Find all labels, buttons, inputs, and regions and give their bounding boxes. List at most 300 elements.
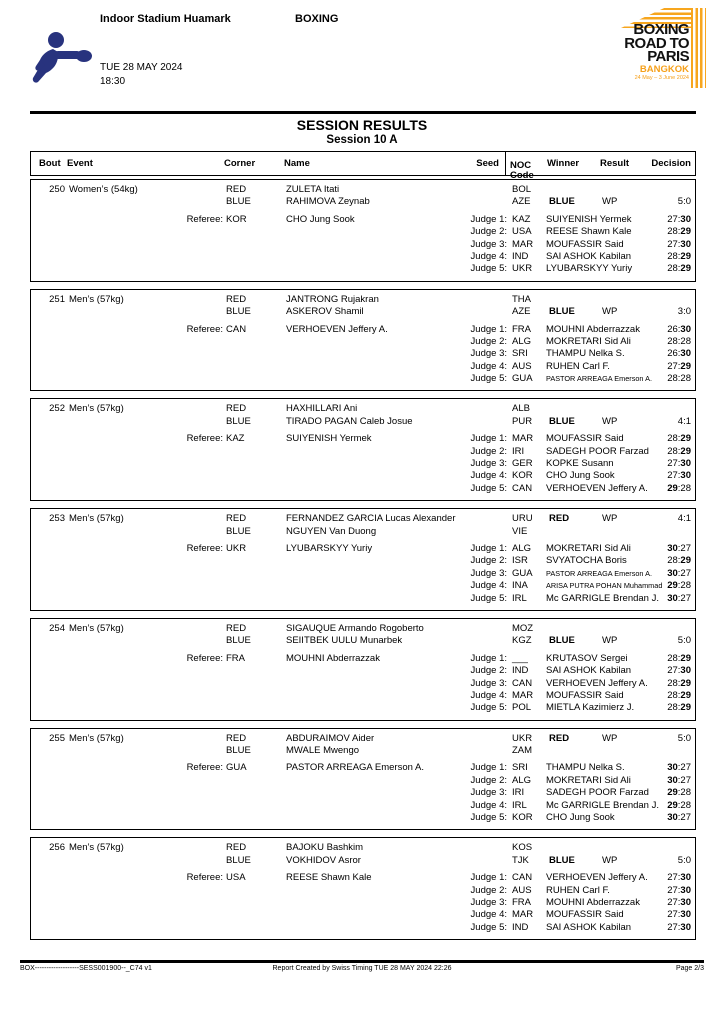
bout-number: 250: [49, 184, 65, 195]
judge-score: 28:29: [667, 555, 691, 567]
judge-noc-code: FRA: [512, 323, 531, 335]
referee-name: SUIYENISH Yermek: [286, 433, 372, 445]
judge-name: Mc GARRIGLE Brendan J.: [546, 799, 659, 811]
corner-blue-label: BLUE: [226, 854, 251, 866]
judge-label: Judge 5:: [470, 812, 507, 824]
judge-score: 30:27: [667, 774, 691, 786]
footer-created-by: Report Created by Swiss Timing TUE 28 MAY 2024 22:26: [272, 965, 452, 972]
referee-noc-code: FRA: [226, 652, 245, 664]
result-label: WP: [602, 635, 618, 647]
judge-row: [31, 446, 695, 458]
judge-noc-code: MAR: [512, 909, 534, 921]
judge-label: Judge 5:: [470, 482, 507, 494]
corner-red-label: RED: [226, 403, 247, 415]
blue-noc-code: VIE: [512, 525, 528, 537]
red-noc-code: BOL: [512, 184, 532, 195]
table-header-row: [30, 151, 696, 181]
judge-score: 30:27: [667, 567, 691, 579]
red-boxer-name: ZULETA Itati: [286, 184, 340, 195]
judge-label: Judge 1:: [470, 213, 507, 225]
red-noc-code: KOS: [512, 842, 533, 854]
bout-box: [30, 179, 696, 282]
referee-label: Referee:: [186, 542, 223, 554]
referee-label: Referee:: [186, 872, 223, 884]
judge-row: [31, 483, 695, 495]
col-header-event: Event: [67, 158, 93, 169]
referee-noc-code: CAN: [226, 323, 247, 335]
judge-row: [31, 226, 695, 238]
judge-score: 30:27: [667, 762, 691, 774]
judge-row: [31, 543, 695, 555]
corner-blue-label: BLUE: [226, 745, 251, 757]
judge-label: Judge 1:: [470, 762, 507, 774]
judge-noc-code: IND: [512, 921, 529, 933]
judge-row: [31, 653, 695, 665]
event-label: Men’s (57kg): [69, 732, 124, 744]
bout-number: 253: [49, 513, 65, 525]
judge-row: [31, 665, 695, 677]
judge-noc-code: ALG: [512, 542, 532, 554]
judge-score: 30:27: [667, 542, 691, 554]
judge-row: [31, 568, 695, 580]
judge-score: 27:30: [667, 921, 691, 933]
judge-name: VERHOEVEN Jeffery A.: [546, 677, 648, 689]
judge-label: Judge 3:: [470, 348, 507, 360]
judge-noc-code: KAZ: [512, 213, 531, 225]
judge-label: Judge 1:: [470, 433, 507, 445]
judge-label: Judge 2:: [470, 774, 507, 786]
judge-noc-code: ALG: [512, 335, 532, 347]
judge-name: KOPKE Susann: [546, 458, 614, 470]
winner-label: BLUE: [549, 415, 575, 427]
decision-value: 5:0: [677, 635, 691, 647]
judge-label: Judge 2:: [470, 665, 507, 677]
session-time: 18:30: [100, 76, 126, 87]
logo-line1: BOXING: [633, 21, 689, 38]
bout-number: 254: [49, 622, 65, 634]
judge-label: Judge 1:: [470, 542, 507, 554]
judge-label: Judge 4:: [470, 250, 507, 262]
judge-label: Judge 4:: [470, 360, 507, 372]
judge-name: RUHEN Carl F.: [546, 360, 610, 372]
blue-noc-code: PUR: [512, 415, 533, 427]
red-corner-row: [31, 842, 695, 854]
judge-row: [31, 251, 695, 263]
judge-noc-code: ALG: [512, 774, 532, 786]
judge-label: Judge 3:: [470, 238, 507, 250]
judge-row: [31, 324, 695, 336]
judge-label: Judge 5:: [470, 702, 507, 714]
judge-score: 27:30: [667, 213, 691, 225]
winner-label: BLUE: [549, 196, 575, 208]
decision-value: 4:1: [677, 415, 691, 427]
judge-name: RUHEN Carl F.: [546, 884, 610, 896]
judge-row: [31, 678, 695, 690]
decision-value: 5:0: [677, 854, 691, 866]
judge-row: [31, 702, 695, 714]
corner-red-label: RED: [226, 622, 247, 634]
corner-red-label: RED: [226, 513, 247, 525]
event-label: Men’s (57kg): [69, 622, 124, 634]
judge-name: THAMPU Nelka S.: [546, 762, 625, 774]
event-label: Men’s (57kg): [69, 293, 124, 305]
boxing-pictogram-icon: [26, 30, 96, 93]
judge-name: CHO Jung Sook: [546, 812, 615, 824]
blue-noc-code: AZE: [512, 196, 531, 208]
judge-score: 27:29: [667, 360, 691, 372]
judge-name: MOUFASSIR Said: [546, 238, 624, 250]
col-header-result: Result: [600, 158, 630, 169]
logo-dates: 24 May – 3 June 2024: [634, 74, 689, 81]
judge-row: [31, 373, 695, 385]
judge-row: [31, 872, 695, 884]
referee-name: MOUHNI Abderrazzak: [286, 652, 380, 664]
col-header-decision: Decision: [651, 158, 691, 169]
judge-row: [31, 762, 695, 774]
decision-value: 4:1: [677, 513, 691, 525]
red-boxer-name: SIGAUQUE Armando Rogoberto: [286, 622, 424, 634]
session-date: TUE 28 MAY 2024: [100, 62, 183, 73]
judge-noc-code: POL: [512, 702, 532, 714]
red-corner-row: [31, 733, 695, 745]
blue-boxer-name: RAHIMOVA Zeynab: [286, 196, 370, 208]
judge-row: [31, 909, 695, 921]
blue-boxer-name: VOKHIDOV Asror: [286, 854, 361, 866]
judge-score: 27:30: [667, 458, 691, 470]
judge-row: [31, 922, 695, 934]
judge-row: [31, 593, 695, 605]
red-noc-code: MOZ: [512, 622, 534, 634]
blue-boxer-name: NGUYEN Van Duong: [286, 525, 377, 537]
judge-row: [31, 263, 695, 275]
judge-name: VERHOEVEN Jeffery A.: [546, 872, 648, 884]
judge-noc-code: IND: [512, 665, 529, 677]
logo-city: BANGKOK: [639, 63, 689, 75]
judge-score: 30:27: [667, 592, 691, 604]
judge-name: MOKRETARI Sid Ali: [546, 774, 631, 786]
corner-blue-label: BLUE: [226, 196, 251, 208]
judge-noc-code: SRI: [512, 762, 528, 774]
blue-corner-row: [31, 745, 695, 757]
bout-box: [30, 618, 696, 721]
result-label: WP: [602, 854, 618, 866]
red-corner-row: [31, 513, 695, 525]
winner-label: BLUE: [549, 306, 575, 318]
judge-noc-code: MAR: [512, 433, 534, 445]
judge-noc-code: CAN: [512, 872, 533, 884]
judge-score: 28:28: [667, 335, 691, 347]
blue-noc-code: TJK: [512, 854, 529, 866]
judge-label: Judge 4:: [470, 689, 507, 701]
judge-noc-code: AUS: [512, 360, 532, 372]
judge-name: ARISA PUTRA POHAN Muhammad: [546, 581, 663, 591]
bout-box: [30, 728, 696, 831]
col-header-corner: Corner: [224, 158, 256, 169]
judge-name: SUIYENISH Yermek: [546, 213, 632, 225]
referee-name: LYUBARSKYY Yuriy: [286, 542, 373, 554]
referee-noc-code: USA: [226, 872, 246, 884]
red-boxer-name: BAJOKU Bashkim: [286, 842, 364, 854]
red-boxer-name: FERNANDEZ GARCIA Lucas Alexander: [286, 513, 456, 525]
judge-name: PASTOR ARREAGA Emerson A.: [546, 374, 652, 384]
judge-noc-code: MAR: [512, 689, 534, 701]
judge-score: 29:28: [667, 799, 691, 811]
page-title: SESSION RESULTS: [296, 117, 428, 133]
session-subtitle: Session 10 A: [326, 134, 398, 146]
judge-noc-code: FRA: [512, 896, 531, 908]
corner-red-label: RED: [226, 293, 247, 305]
referee-label: Referee:: [186, 323, 223, 335]
bout-box: [30, 508, 696, 611]
judge-noc-code: INA: [512, 580, 528, 592]
judge-row: [31, 361, 695, 373]
judge-label: Judge 2:: [470, 335, 507, 347]
red-noc-code: UKR: [512, 732, 533, 744]
referee-name: PASTOR ARREAGA Emerson A.: [286, 762, 424, 774]
referee-name: REESE Shawn Kale: [286, 872, 372, 884]
col-header-seed: Seed: [476, 158, 499, 169]
judge-noc-code: ISR: [512, 555, 528, 567]
result-label: WP: [602, 732, 618, 744]
referee-noc-code: KOR: [226, 213, 247, 225]
judge-noc-code: UKR: [512, 263, 533, 275]
judge-row: [31, 433, 695, 445]
blue-corner-row: [31, 416, 695, 428]
judge-noc-code: AUS: [512, 884, 532, 896]
judge-row: [31, 800, 695, 812]
judge-noc-code: CAN: [512, 482, 533, 494]
judge-name: MOKRETARI Sid Ali: [546, 335, 631, 347]
judge-row: [31, 470, 695, 482]
judge-name: LYUBARSKYY Yuriy: [546, 263, 633, 275]
judge-name: MOUHNI Abderrazzak: [546, 896, 640, 908]
judge-noc-code: IND: [512, 250, 529, 262]
judge-label: Judge 2:: [470, 445, 507, 457]
judge-row: [31, 775, 695, 787]
judge-name: VERHOEVEN Jeffery A.: [546, 482, 648, 494]
footer-rule: [20, 960, 704, 963]
judge-name: SAI ASHOK Kabilan: [546, 665, 632, 677]
judge-score: 28:29: [667, 263, 691, 275]
referee-noc-code: UKR: [226, 542, 247, 554]
result-label: WP: [602, 306, 618, 318]
referee-noc-code: GUA: [226, 762, 247, 774]
judge-name: PASTOR ARREAGA Emerson A.: [546, 568, 652, 578]
sport-name: BOXING: [295, 13, 339, 25]
judge-name: MOUFASSIR Said: [546, 433, 624, 445]
judge-noc-code: IRI: [512, 445, 525, 457]
bout-number: 251: [49, 293, 65, 305]
event-label: Men’s (57kg): [69, 842, 124, 854]
judge-score: 29:28: [667, 787, 691, 799]
col-header-noc-line2: Code: [510, 169, 534, 181]
corner-blue-label: BLUE: [226, 635, 251, 647]
judge-label: Judge 1:: [470, 323, 507, 335]
judge-noc-code: GER: [512, 458, 533, 470]
judge-label: Judge 5:: [470, 921, 507, 933]
judge-score: 28:29: [667, 250, 691, 262]
referee-label: Referee:: [186, 762, 223, 774]
judge-score: 26:30: [667, 348, 691, 360]
judge-label: Judge 3:: [470, 896, 507, 908]
judge-noc-code: GUA: [512, 567, 533, 579]
blue-corner-row: [31, 855, 695, 867]
judge-name: KRUTASOV Sergei: [546, 652, 628, 664]
judge-label: Judge 4:: [470, 470, 507, 482]
blue-boxer-name: MWALE Mwengo: [286, 745, 360, 757]
judge-row: [31, 690, 695, 702]
red-boxer-name: JANTRONG Rujakran: [286, 293, 379, 305]
judge-name: SAI ASHOK Kabilan: [546, 250, 632, 262]
corner-blue-label: BLUE: [226, 525, 251, 537]
blue-noc-code: AZE: [512, 306, 531, 318]
judge-name: THAMPU Nelka S.: [546, 348, 625, 360]
bout-number: 255: [49, 732, 65, 744]
judge-row: [31, 580, 695, 592]
judge-label: Judge 5:: [470, 263, 507, 275]
judge-name: MOKRETARI Sid Ali: [546, 542, 631, 554]
judge-label: Judge 2:: [470, 884, 507, 896]
judge-label: Judge 5:: [470, 592, 507, 604]
decision-value: 3:0: [677, 306, 691, 318]
winner-label: BLUE: [549, 854, 575, 866]
logo-text: [624, 23, 689, 82]
judge-label: Judge 4:: [470, 580, 507, 592]
red-boxer-name: ABDURAIMOV Aider: [286, 732, 375, 744]
corner-blue-label: BLUE: [226, 415, 251, 427]
judge-name: CHO Jung Sook: [546, 470, 615, 482]
corner-red-label: RED: [226, 842, 247, 854]
bout-list: [30, 179, 696, 940]
judge-score: 27:30: [667, 872, 691, 884]
judge-name: REESE Shawn Kale: [546, 226, 632, 238]
referee-name: CHO Jung Sook: [286, 213, 355, 225]
judge-label: Judge 3:: [470, 677, 507, 689]
judge-score: 28:29: [667, 652, 691, 664]
decision-value: 5:0: [677, 732, 691, 744]
footer-report-code: BOX-------------------SESS001900--_C74 v1: [20, 965, 152, 972]
blue-noc-code: KGZ: [512, 635, 532, 647]
referee-label: Referee:: [186, 433, 223, 445]
judge-score: 28:28: [667, 373, 691, 385]
referee-name: VERHOEVEN Jeffery A.: [286, 323, 388, 335]
col-header-name: Name: [284, 158, 310, 169]
judge-score: 27:30: [667, 238, 691, 250]
judge-label: Judge 1:: [470, 652, 507, 664]
col-header-noc-line1: NOC: [510, 159, 532, 171]
red-corner-row: [31, 623, 695, 635]
judge-name: MOUFASSIR Said: [546, 909, 624, 921]
judge-row: [31, 348, 695, 360]
judge-name: SAI ASHOK Kabilan: [546, 921, 632, 933]
blue-boxer-name: ASKEROV Shamil: [286, 306, 364, 318]
judge-score: 27:30: [667, 665, 691, 677]
result-label: WP: [602, 415, 618, 427]
judge-name: SADEGH POOR Farzad: [546, 787, 649, 799]
judge-noc-code: SRI: [512, 348, 528, 360]
judge-noc-code: IRL: [512, 592, 527, 604]
judge-score: 27:30: [667, 470, 691, 482]
bout-number: 252: [49, 403, 65, 415]
winner-label: BLUE: [549, 635, 575, 647]
logo-line3: PARIS: [647, 48, 689, 65]
judge-row: [31, 787, 695, 799]
title-rule: [30, 111, 696, 114]
judge-name: SVYATOCHA Boris: [546, 555, 627, 567]
venue-name: Indoor Stadium Huamark: [100, 13, 231, 25]
blue-noc-code: ZAM: [512, 745, 533, 757]
judge-name: SADEGH POOR Farzad: [546, 445, 649, 457]
blue-boxer-name: SEIITBEK UULU Munarbek: [286, 635, 403, 647]
bout-box: [30, 289, 696, 392]
judge-score: 28:29: [667, 445, 691, 457]
judge-row: [31, 239, 695, 251]
judge-label: Judge 4:: [470, 909, 507, 921]
header-divider: [505, 152, 506, 175]
referee-label: Referee:: [186, 652, 223, 664]
red-corner-row: [31, 184, 695, 196]
judge-score: 26:30: [667, 323, 691, 335]
judge-label: Judge 2:: [470, 555, 507, 567]
result-label: WP: [602, 196, 618, 208]
bout-box: [30, 837, 696, 940]
corner-red-label: RED: [226, 184, 247, 195]
judge-name: MIETLA Kazimierz J.: [546, 702, 635, 714]
judge-row: [31, 458, 695, 470]
red-corner-row: [31, 403, 695, 415]
bout-number: 256: [49, 842, 65, 854]
judge-row: [31, 555, 695, 567]
judge-noc-code: USA: [512, 226, 532, 238]
judge-score: 28:29: [667, 689, 691, 701]
judge-score: 27:30: [667, 896, 691, 908]
blue-corner-row: [31, 306, 695, 318]
judge-row: [31, 885, 695, 897]
blue-boxer-name: TIRADO PAGAN Caleb Josue: [286, 415, 413, 427]
referee-noc-code: KAZ: [226, 433, 245, 445]
referee-label: Referee:: [186, 213, 223, 225]
judge-noc-code: IRL: [512, 799, 527, 811]
results-table: [30, 151, 696, 947]
red-noc-code: URU: [512, 513, 533, 525]
judge-row: [31, 812, 695, 824]
judge-label: Judge 3:: [470, 567, 507, 579]
corner-red-label: RED: [226, 732, 247, 744]
judge-score: 27:30: [667, 884, 691, 896]
event-label: Men’s (57kg): [69, 513, 124, 525]
judge-noc-code: GUA: [512, 373, 533, 385]
corner-blue-label: BLUE: [226, 306, 251, 318]
judge-row: [31, 336, 695, 348]
event-label: Women’s (54kg): [69, 184, 138, 195]
col-header-winner: Winner: [547, 158, 580, 169]
judge-label: Judge 3:: [470, 787, 507, 799]
logo-line2: ROAD TO: [624, 34, 689, 52]
winner-label: RED: [549, 513, 570, 525]
result-label: WP: [602, 513, 618, 525]
judge-score: 29:28: [667, 482, 691, 494]
blue-corner-row: [31, 526, 695, 538]
blue-corner-row: [31, 635, 695, 647]
judge-score: 28:29: [667, 677, 691, 689]
judge-score: 28:29: [667, 433, 691, 445]
event-logo: [606, 8, 706, 98]
judge-noc-code: IRI: [512, 787, 525, 799]
judge-score: 28:29: [667, 702, 691, 714]
red-boxer-name: HAXHILLARI Ani: [286, 403, 358, 415]
judge-label: Judge 3:: [470, 458, 507, 470]
footer-page-number: Page 2/3: [675, 965, 704, 972]
